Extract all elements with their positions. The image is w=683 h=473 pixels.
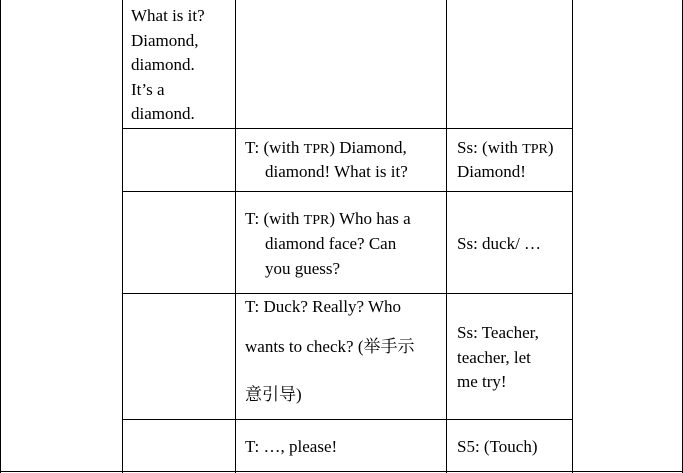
- students-line: teacher, let: [457, 348, 531, 367]
- table-cell-text: diamond.: [131, 55, 195, 74]
- column-divider-3: [446, 0, 447, 473]
- table-cell-text: Diamond,: [131, 31, 199, 50]
- teacher-line: T: (with TPR) Diamond,: [245, 138, 407, 157]
- teacher-line: T: (with TPR) Who has a: [245, 209, 411, 228]
- teacher-line: T: …, please!: [245, 437, 338, 456]
- row-divider-4: [122, 419, 572, 420]
- students-line: Diamond!: [457, 162, 526, 181]
- teacher-line: 意引导): [245, 385, 302, 404]
- students-line: Ss: (with TPR): [457, 138, 554, 157]
- students-line: Ss: duck/ …: [457, 234, 542, 253]
- row-divider-2: [122, 191, 572, 192]
- column-divider-1: [122, 0, 123, 473]
- teacher-line: T: Duck? Really? Who: [245, 297, 402, 316]
- table-cell-text: It’s a: [131, 80, 165, 99]
- teacher-line: diamond face? Can: [265, 234, 397, 253]
- students-line: Ss: Teacher,: [457, 323, 539, 342]
- table-cell-text: What is it?: [131, 6, 205, 25]
- table-border-bottom: [0, 471, 683, 472]
- students-line: me try!: [457, 372, 507, 391]
- column-divider-2: [235, 0, 236, 473]
- students-line: S5: (Touch): [457, 437, 538, 456]
- table-cell-text: diamond.: [131, 104, 195, 123]
- column-divider-4: [572, 0, 573, 473]
- teacher-line: diamond! What is it?: [265, 162, 408, 181]
- table-border-left: [0, 0, 1, 473]
- teacher-line: wants to check? (举手示: [245, 337, 415, 356]
- teacher-line: you guess?: [265, 259, 341, 278]
- row-divider-1: [122, 128, 572, 129]
